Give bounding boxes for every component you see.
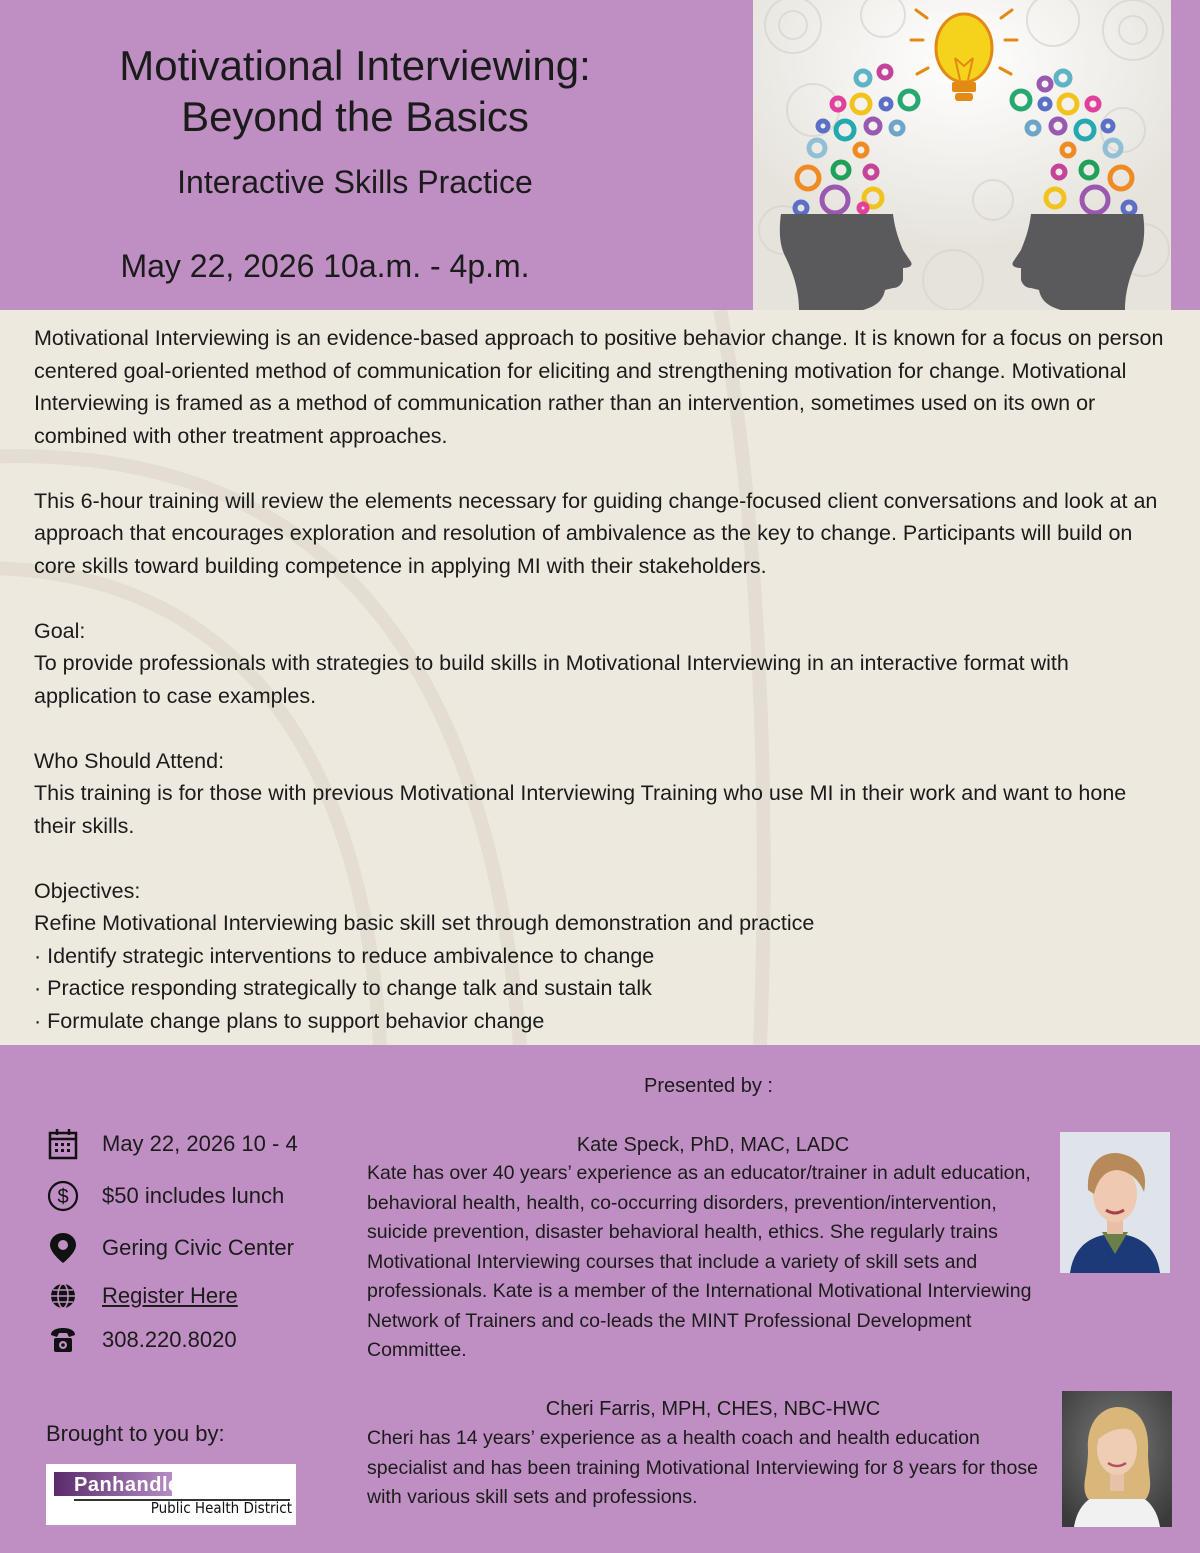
svg-text:$: $ [57, 1186, 69, 1208]
goal-text: To provide professionals with strategies to build skills in Motivational Interviewing in an interactive format with application to case examples. [34, 651, 1069, 708]
footer-section [0, 1045, 1200, 1553]
presenter-name: Cheri Farris, MPH, CHES, NBC-HWC [545, 1398, 881, 1420]
objective-item: · Identify strategic interventions to reduce ambivalence to change [34, 943, 655, 968]
presenter-bio: Kate has over 40 years’ experience as an educator/trainer in adult education, behavioral health, health, co-occurring disorders, prevention/intervention, suicide prevention, disaster behavioral health, ethics. She regularly trains Motivational Interviewing courses that include a variety of skill sets and professionals. Kate is a member of the International Motivational Interviewing Network of Trainers and co-leads the MINT Professional Development Committee. [367, 1162, 1032, 1361]
panhandle-logo [46, 1464, 296, 1525]
page-title [30, 40, 680, 142]
info-price-text: $50 includes lunch [102, 1183, 285, 1208]
info-location-text: Gering Civic Center [102, 1235, 294, 1260]
info-register[interactable] [46, 1279, 238, 1313]
calendar-icon [46, 1127, 80, 1161]
presenter-photo-avatar [1062, 1391, 1172, 1527]
objectives-heading: Objectives: [34, 878, 141, 903]
intro-paragraph: Motivational Interviewing is an evidence-based approach to positive behavior change. It is known for a focus on person centered goal-oriented method of communication for eliciting and strengthening motivation for change. Motivational Interviewing is framed as a method of communication rather than an intervention, sometimes used on its own or combined with other treatment approaches. [34, 326, 1164, 448]
presented-by-label: Presented by : [644, 1075, 773, 1097]
description-section [0, 310, 1200, 1045]
info-phone [46, 1323, 237, 1357]
objectives-intro: Refine Motivational Interviewing basic skill set through demonstration and practice [34, 911, 815, 935]
phone-icon [46, 1323, 80, 1357]
logo-name-1: Panhandle [74, 1474, 180, 1496]
attend-text: This training is for those with previous Motivational Interviewing Training who use MI in their work and want to hone their skills. [34, 781, 1127, 838]
info-date [46, 1127, 298, 1161]
training-paragraph: This 6-hour training will review the elements necessary for guiding change-focused client conversations and look at an approach that encourages exploration and resolution of ambivalence as the key to change. Participants will build on core skills toward building competence in applying MI with their stakeholders. [34, 488, 1158, 578]
info-price [46, 1179, 284, 1213]
objective-item: · Practice responding strategically to change talk and sustain talk [34, 976, 652, 1000]
location-pin-icon [46, 1231, 80, 1265]
body-text [34, 322, 1174, 1037]
heads-gears-illustration [753, 0, 1171, 310]
brought-by-label: Brought to you by: [46, 1421, 225, 1446]
info-date-text: May 22, 2026 10 - 4 [102, 1131, 298, 1156]
presenter-bio: Cheri has 14 years’ experience as a health coach and health education specialist and has been training Motivational Interviewing for 8 years for those with various skill sets and professions. [367, 1427, 1038, 1508]
goal-heading: Goal: [34, 618, 86, 643]
hero-illustration [753, 0, 1171, 310]
subtitle: Interactive Skills Practice [177, 164, 533, 200]
dollar-icon [46, 1179, 80, 1213]
register-link[interactable]: Register Here [102, 1283, 238, 1308]
presenter-photo-avatar [1060, 1132, 1170, 1273]
event-datetime: May 22, 2026 10a.m. - 4p.m. [120, 248, 530, 284]
attend-heading: Who Should Attend: [34, 748, 225, 773]
info-phone-text: 308.220.8020 [102, 1327, 237, 1352]
title-line-1: Motivational Interviewing: [119, 42, 591, 89]
title-block [30, 40, 680, 201]
globe-icon [46, 1279, 80, 1313]
title-line-2: Beyond the Basics [181, 93, 529, 140]
logo-name-2: Public Health District [150, 1499, 292, 1517]
presenter-name: Kate Speck, PhD, MAC, LADC [576, 1134, 850, 1156]
info-location [46, 1231, 294, 1265]
header-banner [0, 0, 1200, 310]
objective-item: · Formulate change plans to support behavior change [34, 1008, 545, 1033]
